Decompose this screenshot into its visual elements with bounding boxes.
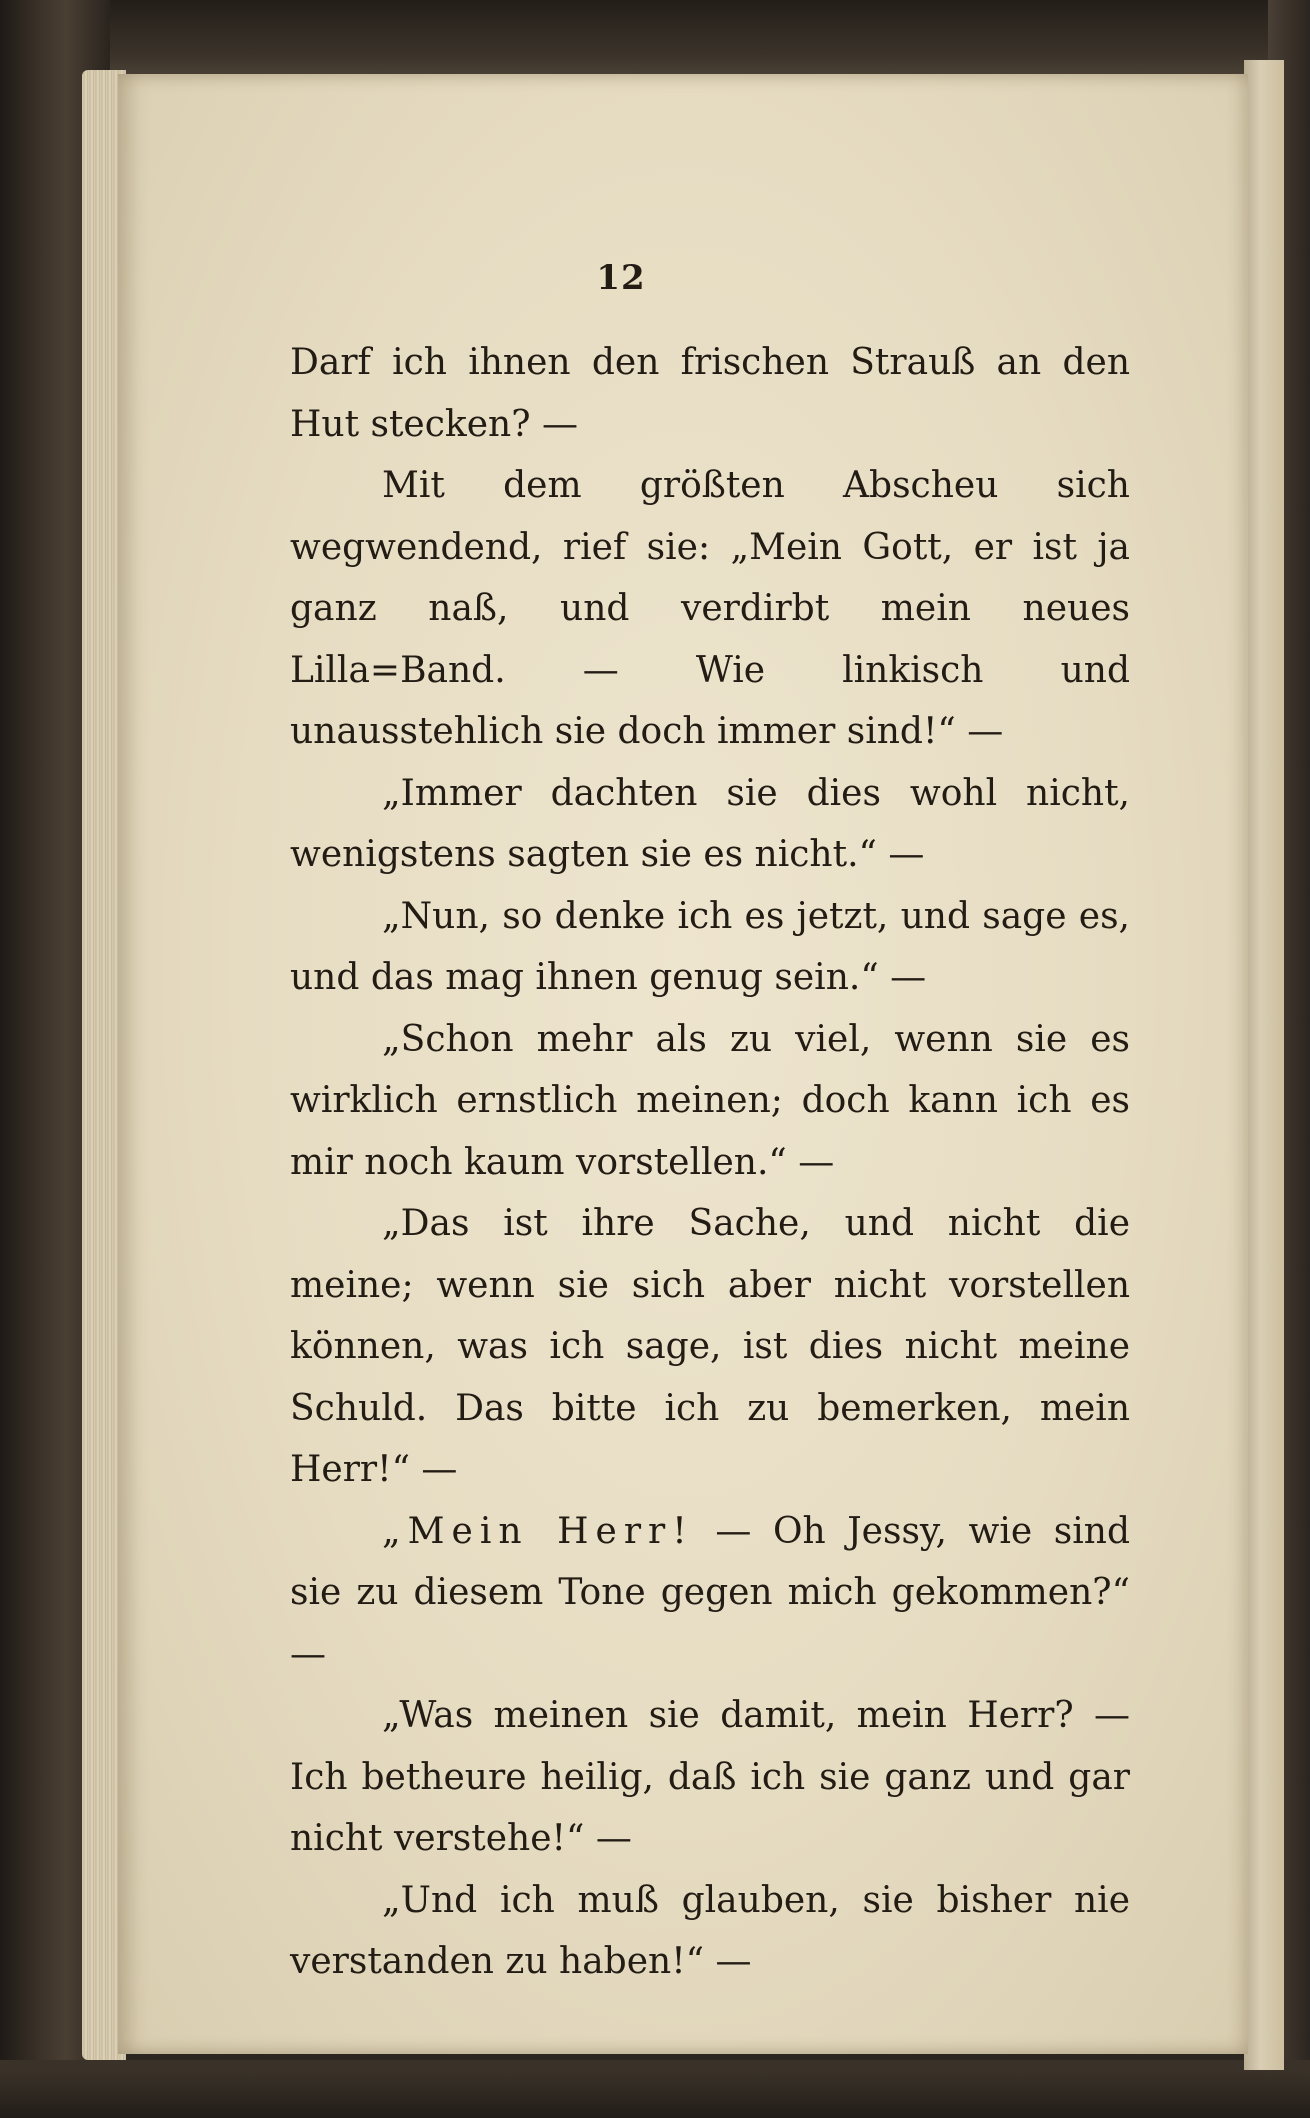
paragraph-3: „Immer dachten sie dies wohl nicht, wenigstens sagten sie es nicht.“ — bbox=[290, 772, 1130, 875]
paragraph-7-rest: — Oh Jessy, wie sind sie zu diesem Tone gegen mich gekommen?“ — bbox=[290, 1510, 1131, 1675]
book-cover-top-edge bbox=[0, 0, 1310, 78]
page-number: 12 bbox=[596, 258, 646, 298]
paragraph-8: „Was meinen sie damit, mein Herr? — Ich betheure heilig, daß ich sie ganz und gar nicht verstehe!“ — bbox=[290, 1695, 1130, 1859]
paragraph-9: „Und ich muß glauben, sie bisher nie verstanden zu haben!“ — bbox=[290, 1879, 1130, 1982]
emphasized-text: „Mein Herr! bbox=[382, 1510, 694, 1552]
page-body-text bbox=[290, 332, 1130, 1993]
paragraph-2: Mit dem größten Abscheu sich wegwendend, rief sie: „Mein Gott, er ist ja ganz naß, und verdirbt mein neues Lilla=Band. — Wie linkisch und unausstehlich sie doch immer sind!“ — bbox=[290, 465, 1130, 752]
facing-page-sliver bbox=[1244, 60, 1284, 2070]
paragraph-7 bbox=[290, 1501, 1130, 1686]
paragraph-4: „Nun, so denke ich es jetzt, und sage es, und das mag ihnen genug sein.“ — bbox=[290, 895, 1130, 998]
paragraph-6: „Das ist ihre Sache, und nicht die meine; wenn sie sich aber nicht vorstellen können, was ich sage, ist dies nicht meine Schuld. Das bitte ich zu bemerken, mein Herr!“ — bbox=[290, 1203, 1130, 1490]
book-cover-bottom-edge bbox=[0, 2060, 1310, 2118]
paragraph-5: „Schon mehr als zu viel, wenn sie es wirklich ernstlich meinen; doch kann ich es mir noch kaum vorstellen.“ — bbox=[290, 1018, 1130, 1183]
paragraph-1: Darf ich ihnen den frischen Strauß an den Hut stecken? — bbox=[290, 342, 1130, 445]
